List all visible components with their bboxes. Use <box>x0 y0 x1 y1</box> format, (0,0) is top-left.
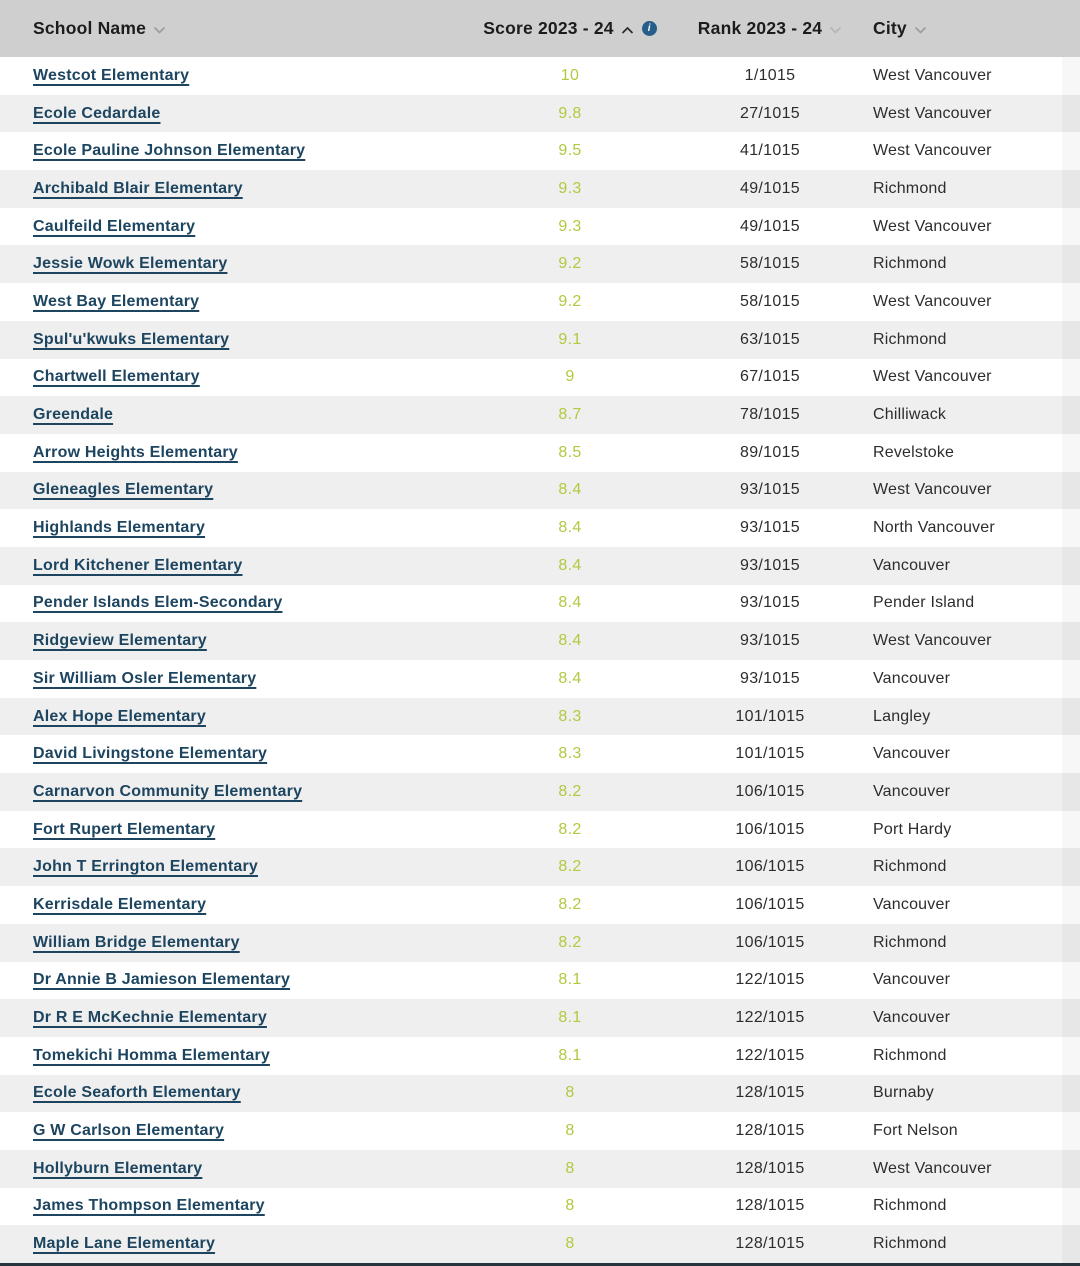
city-cell: West Vancouver <box>873 217 992 235</box>
table-row <box>0 886 1080 924</box>
school-link[interactable]: Pender Islands Elem-Secondary <box>33 594 283 612</box>
table-row <box>0 735 1080 773</box>
city-cell: Fort Nelson <box>873 1122 958 1140</box>
score-cell: 9.3 <box>558 217 582 235</box>
rank-cell: 93/1015 <box>740 519 800 537</box>
city-cell: West Vancouver <box>873 368 992 386</box>
table-row <box>0 95 1080 133</box>
score-cell: 8.7 <box>558 406 582 424</box>
score-cell: 8.2 <box>558 782 582 800</box>
table-body <box>0 57 1080 1263</box>
rank-cell: 89/1015 <box>740 443 800 461</box>
city-cell: Chilliwack <box>873 406 947 424</box>
rank-cell: 93/1015 <box>740 669 800 687</box>
chevron-down-icon <box>153 19 166 40</box>
table-row <box>0 1150 1080 1188</box>
column-header-score[interactable] <box>460 17 680 40</box>
school-link[interactable]: Dr Annie B Jamieson Elementary <box>33 971 291 989</box>
school-link[interactable]: Hollyburn Elementary <box>33 1159 203 1177</box>
city-cell: West Vancouver <box>873 142 992 160</box>
table-row <box>0 660 1080 698</box>
school-name-header-label: School Name <box>33 18 147 38</box>
school-link[interactable]: Kerrisdale Elementary <box>33 895 207 913</box>
table-row <box>0 434 1080 472</box>
table-row <box>0 208 1080 246</box>
score-cell: 8.2 <box>558 820 582 838</box>
school-link[interactable]: Archibald Blair Elementary <box>33 179 243 197</box>
rank-cell: 93/1015 <box>740 556 800 574</box>
rank-cell: 106/1015 <box>735 933 805 951</box>
city-cell: West Vancouver <box>873 632 992 650</box>
school-link[interactable]: Jessie Wowk Elementary <box>33 255 228 273</box>
info-icon[interactable]: i <box>642 21 657 36</box>
table-row <box>0 1188 1080 1226</box>
school-link[interactable]: Ecole Seaforth Elementary <box>33 1084 241 1102</box>
city-cell: Richmond <box>873 1235 947 1253</box>
table-row <box>0 509 1080 547</box>
rank-cell: 122/1015 <box>735 1009 805 1027</box>
column-header-city[interactable] <box>860 17 1080 40</box>
school-link[interactable]: John T Errington Elementary <box>33 858 258 876</box>
score-cell: 8.4 <box>558 594 582 612</box>
score-cell: 8.4 <box>558 519 582 537</box>
city-cell: Richmond <box>873 255 947 273</box>
city-cell: West Vancouver <box>873 66 992 84</box>
rank-cell: 49/1015 <box>740 179 800 197</box>
table-row <box>0 962 1080 1000</box>
rank-cell: 67/1015 <box>740 368 800 386</box>
school-link[interactable]: Fort Rupert Elementary <box>33 820 216 838</box>
score-cell: 10 <box>560 66 580 84</box>
rank-cell: 128/1015 <box>735 1122 805 1140</box>
table-row <box>0 283 1080 321</box>
table-row <box>0 1075 1080 1113</box>
score-cell: 8.2 <box>558 895 582 913</box>
score-cell: 8.2 <box>558 933 582 951</box>
school-link[interactable]: David Livingstone Elementary <box>33 745 268 763</box>
city-cell: Richmond <box>873 1046 947 1064</box>
rank-cell: 27/1015 <box>740 104 800 122</box>
school-link[interactable]: Greendale <box>33 406 114 424</box>
score-cell: 8 <box>565 1084 575 1102</box>
school-link[interactable]: Alex Hope Elementary <box>33 707 206 725</box>
chevron-up-icon <box>621 19 634 40</box>
rank-cell: 106/1015 <box>735 820 805 838</box>
city-cell: West Vancouver <box>873 104 992 122</box>
table-row <box>0 1112 1080 1150</box>
school-link[interactable]: West Bay Elementary <box>33 292 200 310</box>
score-cell: 8.1 <box>558 1046 582 1064</box>
school-link[interactable]: Dr R E McKechnie Elementary <box>33 1009 267 1027</box>
city-cell: Vancouver <box>873 556 951 574</box>
score-cell: 8.3 <box>558 707 582 725</box>
score-cell: 8 <box>565 1122 575 1140</box>
chevron-down-icon <box>914 19 927 40</box>
school-link[interactable]: Ridgeview Elementary <box>33 632 207 650</box>
score-cell: 8.4 <box>558 669 582 687</box>
table-row <box>0 924 1080 962</box>
rank-cell: 41/1015 <box>740 142 800 160</box>
city-cell: Vancouver <box>873 745 951 763</box>
table-row <box>0 1037 1080 1075</box>
rank-cell: 128/1015 <box>735 1159 805 1177</box>
city-header-label: City <box>873 18 907 38</box>
table-row <box>0 848 1080 886</box>
table-row <box>0 773 1080 811</box>
city-cell: Revelstoke <box>873 443 955 461</box>
school-link[interactable]: Ecole Pauline Johnson Elementary <box>33 142 306 160</box>
rank-cell: 49/1015 <box>740 217 800 235</box>
school-link[interactable]: Chartwell Elementary <box>33 368 200 386</box>
table-header <box>0 0 1080 57</box>
score-cell: 8.5 <box>558 443 582 461</box>
rank-cell: 106/1015 <box>735 782 805 800</box>
score-cell: 9.5 <box>558 142 582 160</box>
rank-cell: 58/1015 <box>740 255 800 273</box>
city-cell: Vancouver <box>873 971 951 989</box>
column-header-rank[interactable] <box>680 17 860 40</box>
table-row <box>0 999 1080 1037</box>
table-row <box>0 359 1080 397</box>
school-link[interactable]: Lord Kitchener Elementary <box>33 556 243 574</box>
score-cell: 8.4 <box>558 632 582 650</box>
table-row <box>0 622 1080 660</box>
score-cell: 9.8 <box>558 104 582 122</box>
table-row <box>0 472 1080 510</box>
school-link[interactable]: Gleneagles Elementary <box>33 481 214 499</box>
score-cell: 8.2 <box>558 858 582 876</box>
school-link[interactable]: Tomekichi Homma Elementary <box>33 1046 270 1064</box>
score-cell: 8.3 <box>558 745 582 763</box>
chevron-down-icon <box>829 19 842 40</box>
score-cell: 8.4 <box>558 481 582 499</box>
score-cell: 8.1 <box>558 971 582 989</box>
school-link[interactable]: Sir William Osler Elementary <box>33 669 257 687</box>
score-cell: 9.3 <box>558 179 582 197</box>
school-link[interactable]: Caulfeild Elementary <box>33 217 196 235</box>
school-link[interactable]: Highlands Elementary <box>33 519 206 537</box>
table-row <box>0 245 1080 283</box>
rank-cell: 128/1015 <box>735 1084 805 1102</box>
score-cell: 8.1 <box>558 1009 582 1027</box>
rank-cell: 128/1015 <box>735 1235 805 1253</box>
table-row <box>0 170 1080 208</box>
score-cell: 9 <box>565 368 575 386</box>
school-link[interactable]: Carnarvon Community Elementary <box>33 782 303 800</box>
score-cell: 8 <box>565 1159 575 1177</box>
rank-cell: 122/1015 <box>735 1046 805 1064</box>
city-cell: West Vancouver <box>873 292 992 310</box>
rank-cell: 93/1015 <box>740 632 800 650</box>
city-cell: Port Hardy <box>873 820 952 838</box>
city-cell: Vancouver <box>873 669 951 687</box>
school-link[interactable]: Ecole Cedardale <box>33 104 161 122</box>
school-link[interactable]: James Thompson Elementary <box>33 1197 265 1215</box>
score-header-label: Score 2023 - 24 <box>483 18 614 38</box>
city-cell: Burnaby <box>873 1084 934 1102</box>
city-cell: Richmond <box>873 179 947 197</box>
school-link[interactable]: Maple Lane Elementary <box>33 1235 216 1253</box>
rank-cell: 93/1015 <box>740 594 800 612</box>
city-cell: Richmond <box>873 858 947 876</box>
score-cell: 8 <box>565 1197 575 1215</box>
table-row <box>0 698 1080 736</box>
school-link[interactable]: Westcot Elementary <box>33 66 190 84</box>
city-cell: Vancouver <box>873 782 951 800</box>
city-cell: Richmond <box>873 1197 947 1215</box>
school-link[interactable]: Spul'u'kwuks Elementary <box>33 330 230 348</box>
table-row <box>0 132 1080 170</box>
rank-cell: 78/1015 <box>740 406 800 424</box>
score-cell: 9.2 <box>558 292 582 310</box>
rank-cell: 128/1015 <box>735 1197 805 1215</box>
score-cell: 8 <box>565 1235 575 1253</box>
table-row <box>0 321 1080 359</box>
rank-cell: 106/1015 <box>735 895 805 913</box>
column-header-school-name[interactable] <box>0 17 460 40</box>
table-row <box>0 1225 1080 1263</box>
school-link[interactable]: G W Carlson Elementary <box>33 1122 225 1140</box>
city-cell: West Vancouver <box>873 1159 992 1177</box>
table-row <box>0 396 1080 434</box>
city-cell: Vancouver <box>873 1009 951 1027</box>
city-cell: Vancouver <box>873 895 951 913</box>
rank-cell: 106/1015 <box>735 858 805 876</box>
rank-header-label: Rank 2023 - 24 <box>697 18 823 38</box>
rank-cell: 63/1015 <box>740 330 800 348</box>
rank-cell: 58/1015 <box>740 292 800 310</box>
city-cell: Richmond <box>873 330 947 348</box>
city-cell: Pender Island <box>873 594 975 612</box>
table-row <box>0 547 1080 585</box>
score-cell: 9.2 <box>558 255 582 273</box>
rank-cell: 1/1015 <box>744 66 796 84</box>
table-row <box>0 585 1080 623</box>
city-cell: Langley <box>873 707 931 725</box>
score-cell: 8.4 <box>558 556 582 574</box>
rank-cell: 93/1015 <box>740 481 800 499</box>
school-link[interactable]: William Bridge Elementary <box>33 933 240 951</box>
rank-cell: 101/1015 <box>735 745 805 763</box>
school-link[interactable]: Arrow Heights Elementary <box>33 443 238 461</box>
city-cell: West Vancouver <box>873 481 992 499</box>
table-row <box>0 57 1080 95</box>
city-cell: Richmond <box>873 933 947 951</box>
city-cell: North Vancouver <box>873 519 995 537</box>
table-row <box>0 811 1080 849</box>
rank-cell: 122/1015 <box>735 971 805 989</box>
rank-cell: 101/1015 <box>735 707 805 725</box>
score-cell: 9.1 <box>558 330 582 348</box>
